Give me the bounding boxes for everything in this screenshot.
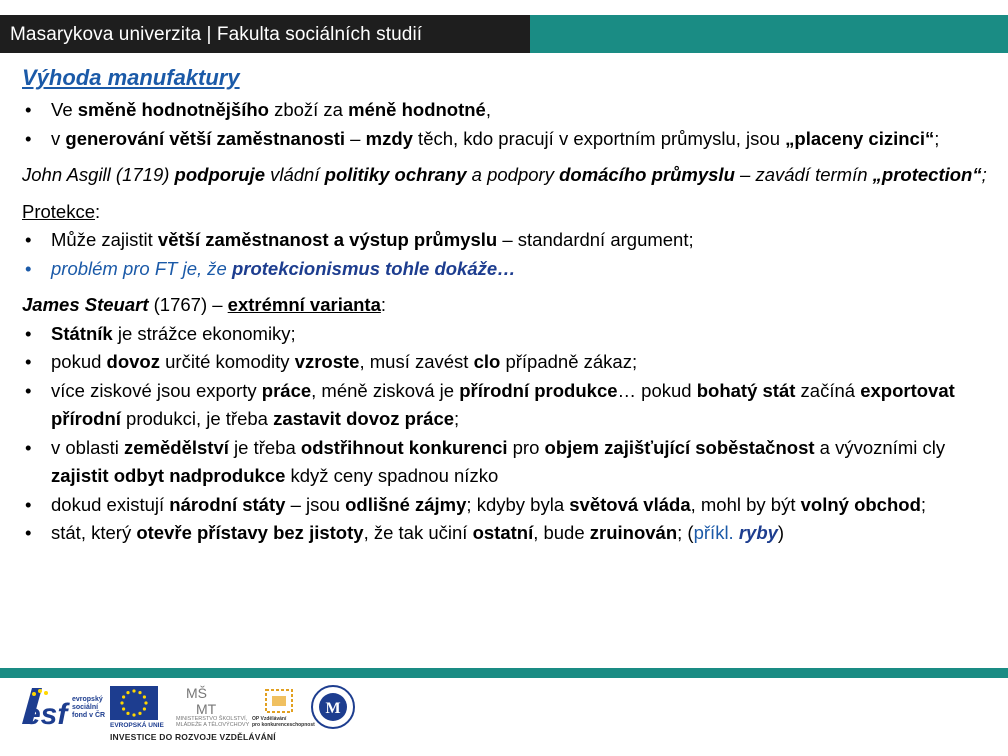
text-run: a podpory — [466, 164, 560, 185]
text-run: „protection“ — [872, 164, 982, 185]
text-run: „placeny cizinci“ — [785, 127, 935, 149]
text-run: bohatý stát — [696, 379, 796, 401]
text-run: mzdy — [365, 127, 413, 149]
text-run: zastavit dovoz práce — [273, 408, 455, 429]
list-item — [22, 377, 992, 434]
op-text-line: OP Vzdělávání — [252, 716, 287, 722]
text-run: domácího průmyslu — [559, 164, 735, 185]
text-run: Ve — [51, 99, 78, 120]
list-item — [22, 519, 992, 548]
text-run: odstřihnout konkurenci — [300, 436, 508, 458]
header-title: Masarykova univerzita | Fakulta sociálních studií — [10, 24, 423, 45]
text-run: a vývozními cly — [814, 436, 946, 458]
esf-logo — [20, 684, 110, 730]
text-run: národní státy — [169, 493, 286, 515]
text-run: … pokud — [617, 379, 697, 401]
text-run: zemědělství — [124, 436, 229, 458]
list-item — [22, 348, 992, 377]
text-run: problém pro FT je, že — [51, 257, 232, 279]
text-run: více ziskové jsou exporty — [51, 379, 262, 401]
intro-list — [22, 96, 992, 153]
text-run: případně zákaz; — [500, 351, 638, 372]
text-run: je strážce ekonomiky; — [112, 322, 296, 344]
text-run: clo — [473, 351, 501, 372]
steuart-section — [22, 291, 992, 548]
text-run: , — [485, 99, 491, 120]
op-icon — [262, 686, 296, 716]
text-run: práce — [261, 379, 312, 401]
text-run: : — [95, 200, 101, 222]
text-run: pro — [507, 436, 545, 458]
text-run: ; ( — [677, 522, 694, 543]
text-run: začíná — [795, 379, 861, 401]
list-item — [22, 320, 992, 349]
list-item — [22, 125, 992, 154]
text-run: – standardní argument; — [497, 229, 694, 250]
svg-text:esf: esf — [24, 698, 68, 728]
text-run: Protekce — [22, 200, 96, 222]
esf-text-line: sociální — [72, 704, 99, 711]
text-run: otevře přístavy bez jistoty — [136, 522, 364, 543]
text-run: ; — [934, 127, 940, 149]
protekce-heading — [22, 198, 992, 227]
text-run: v oblasti — [51, 436, 125, 458]
text-run: – zavádí termín — [734, 164, 873, 185]
slide-content — [22, 64, 992, 548]
text-run: – jsou — [285, 493, 346, 515]
msmt-logo — [176, 684, 260, 730]
slide-title: Výhoda manufaktury — [22, 65, 240, 90]
mu-seal-logo — [310, 684, 358, 732]
text-run: těch, kdo pracují v exportním průmyslu, jsou — [412, 127, 786, 149]
list-item — [22, 491, 992, 520]
text-run: (1767) – — [148, 294, 228, 315]
text-run: ) — [777, 522, 785, 543]
asgill-paragraph — [22, 161, 992, 190]
text-run: produkci, je třeba — [120, 408, 274, 429]
text-run: volný obchod — [800, 493, 921, 515]
text-run: větší zaměstnanost a výstup průmyslu — [157, 229, 498, 250]
text-run: exportovat přírodní — [51, 379, 955, 429]
text-run: ostatní — [472, 522, 534, 543]
text-run: protekcionismus tohle dokáže… — [231, 257, 516, 279]
text-run: dokud existují — [51, 493, 170, 515]
text-run: , musí zavést — [359, 351, 474, 372]
text-run: přírodní produkce — [459, 379, 618, 401]
text-run: Může zajistit — [51, 229, 158, 250]
text-run: generování větší zaměstnanosti — [65, 127, 346, 149]
text-run: stát, který — [51, 522, 137, 543]
text-run: politiky ochrany — [324, 164, 467, 185]
text-run: je třeba — [228, 436, 301, 458]
text-run: , bude — [533, 522, 590, 543]
eu-logo — [110, 686, 170, 730]
eu-flag-icon — [110, 686, 158, 720]
text-run: James Steuart — [22, 294, 149, 315]
list-item — [22, 434, 992, 491]
list-item — [22, 226, 992, 255]
text-run: ; — [920, 493, 927, 515]
text-run: když ceny spadnou nízko — [285, 465, 499, 486]
steuart-heading — [22, 291, 992, 320]
svg-text:M: M — [325, 700, 341, 717]
text-run: pokud — [51, 351, 107, 372]
msmt-text-line: MLÁDEŽE A TĚLOVÝCHOVY — [176, 722, 250, 728]
esf-icon — [20, 684, 72, 728]
text-run: odlišné zájmy — [345, 493, 467, 515]
text-run: příkl. — [693, 522, 739, 543]
text-run: ; — [981, 164, 987, 185]
text-run: – — [345, 127, 366, 149]
text-run: , že tak učiní — [363, 522, 473, 543]
header-title-bar — [0, 15, 530, 53]
footer-logos — [0, 684, 1008, 756]
esf-text-line: evropský — [72, 696, 103, 703]
header-bar — [0, 15, 1008, 53]
text-run: určité komodity — [160, 351, 295, 372]
text-run: méně hodnotné — [348, 99, 486, 120]
text-run: podporuje — [174, 164, 265, 185]
text-run: ; kdyby byla — [466, 493, 570, 515]
text-run: ; — [454, 408, 460, 429]
text-run: vzroste — [294, 351, 360, 372]
text-run: zajistit odbyt nadprodukce — [51, 465, 286, 486]
esf-text-line: fond v ČR — [72, 712, 106, 719]
text-run: v — [51, 127, 66, 149]
text-run: dovoz — [106, 351, 160, 372]
list-item — [22, 255, 992, 284]
text-run: zruinován — [589, 522, 678, 543]
text-run: , mohl by být — [690, 493, 801, 515]
footer-strip — [0, 668, 1008, 678]
text-run: Státník — [51, 322, 113, 344]
text-run: extrémní varianta — [227, 294, 381, 315]
list-item — [22, 96, 992, 125]
text-run: směně hodnotnějšího — [77, 99, 269, 120]
op-text-line: pro konkurenceschopnost — [252, 722, 315, 728]
text-run: objem zajišťující soběstačnost — [544, 436, 815, 458]
text-run: zboží za — [268, 99, 349, 120]
text-run: : — [380, 294, 387, 315]
steuart-list — [22, 320, 992, 548]
mu-seal-icon — [310, 684, 356, 730]
text-run: John Asgill (1719) — [22, 164, 175, 185]
msmt-text-line: MINISTERSTVO ŠKOLSTVÍ, — [176, 716, 248, 722]
text-run: ryby — [738, 522, 778, 543]
svg-text:MT: MT — [196, 701, 217, 716]
investice-text: INVESTICE DO ROZVOJE VZDĚLÁVÁNÍ — [110, 732, 276, 742]
protekce-section — [22, 198, 992, 284]
text-run: světová vláda — [569, 493, 691, 515]
msmt-icon — [184, 684, 224, 716]
op-logo — [252, 686, 315, 730]
protekce-list — [22, 226, 992, 283]
eu-text: EVROPSKÁ UNIE — [110, 722, 164, 729]
text-run: vládní — [264, 164, 325, 185]
svg-text:MŠ: MŠ — [186, 685, 207, 701]
text-run: , méně zisková je — [311, 379, 460, 401]
